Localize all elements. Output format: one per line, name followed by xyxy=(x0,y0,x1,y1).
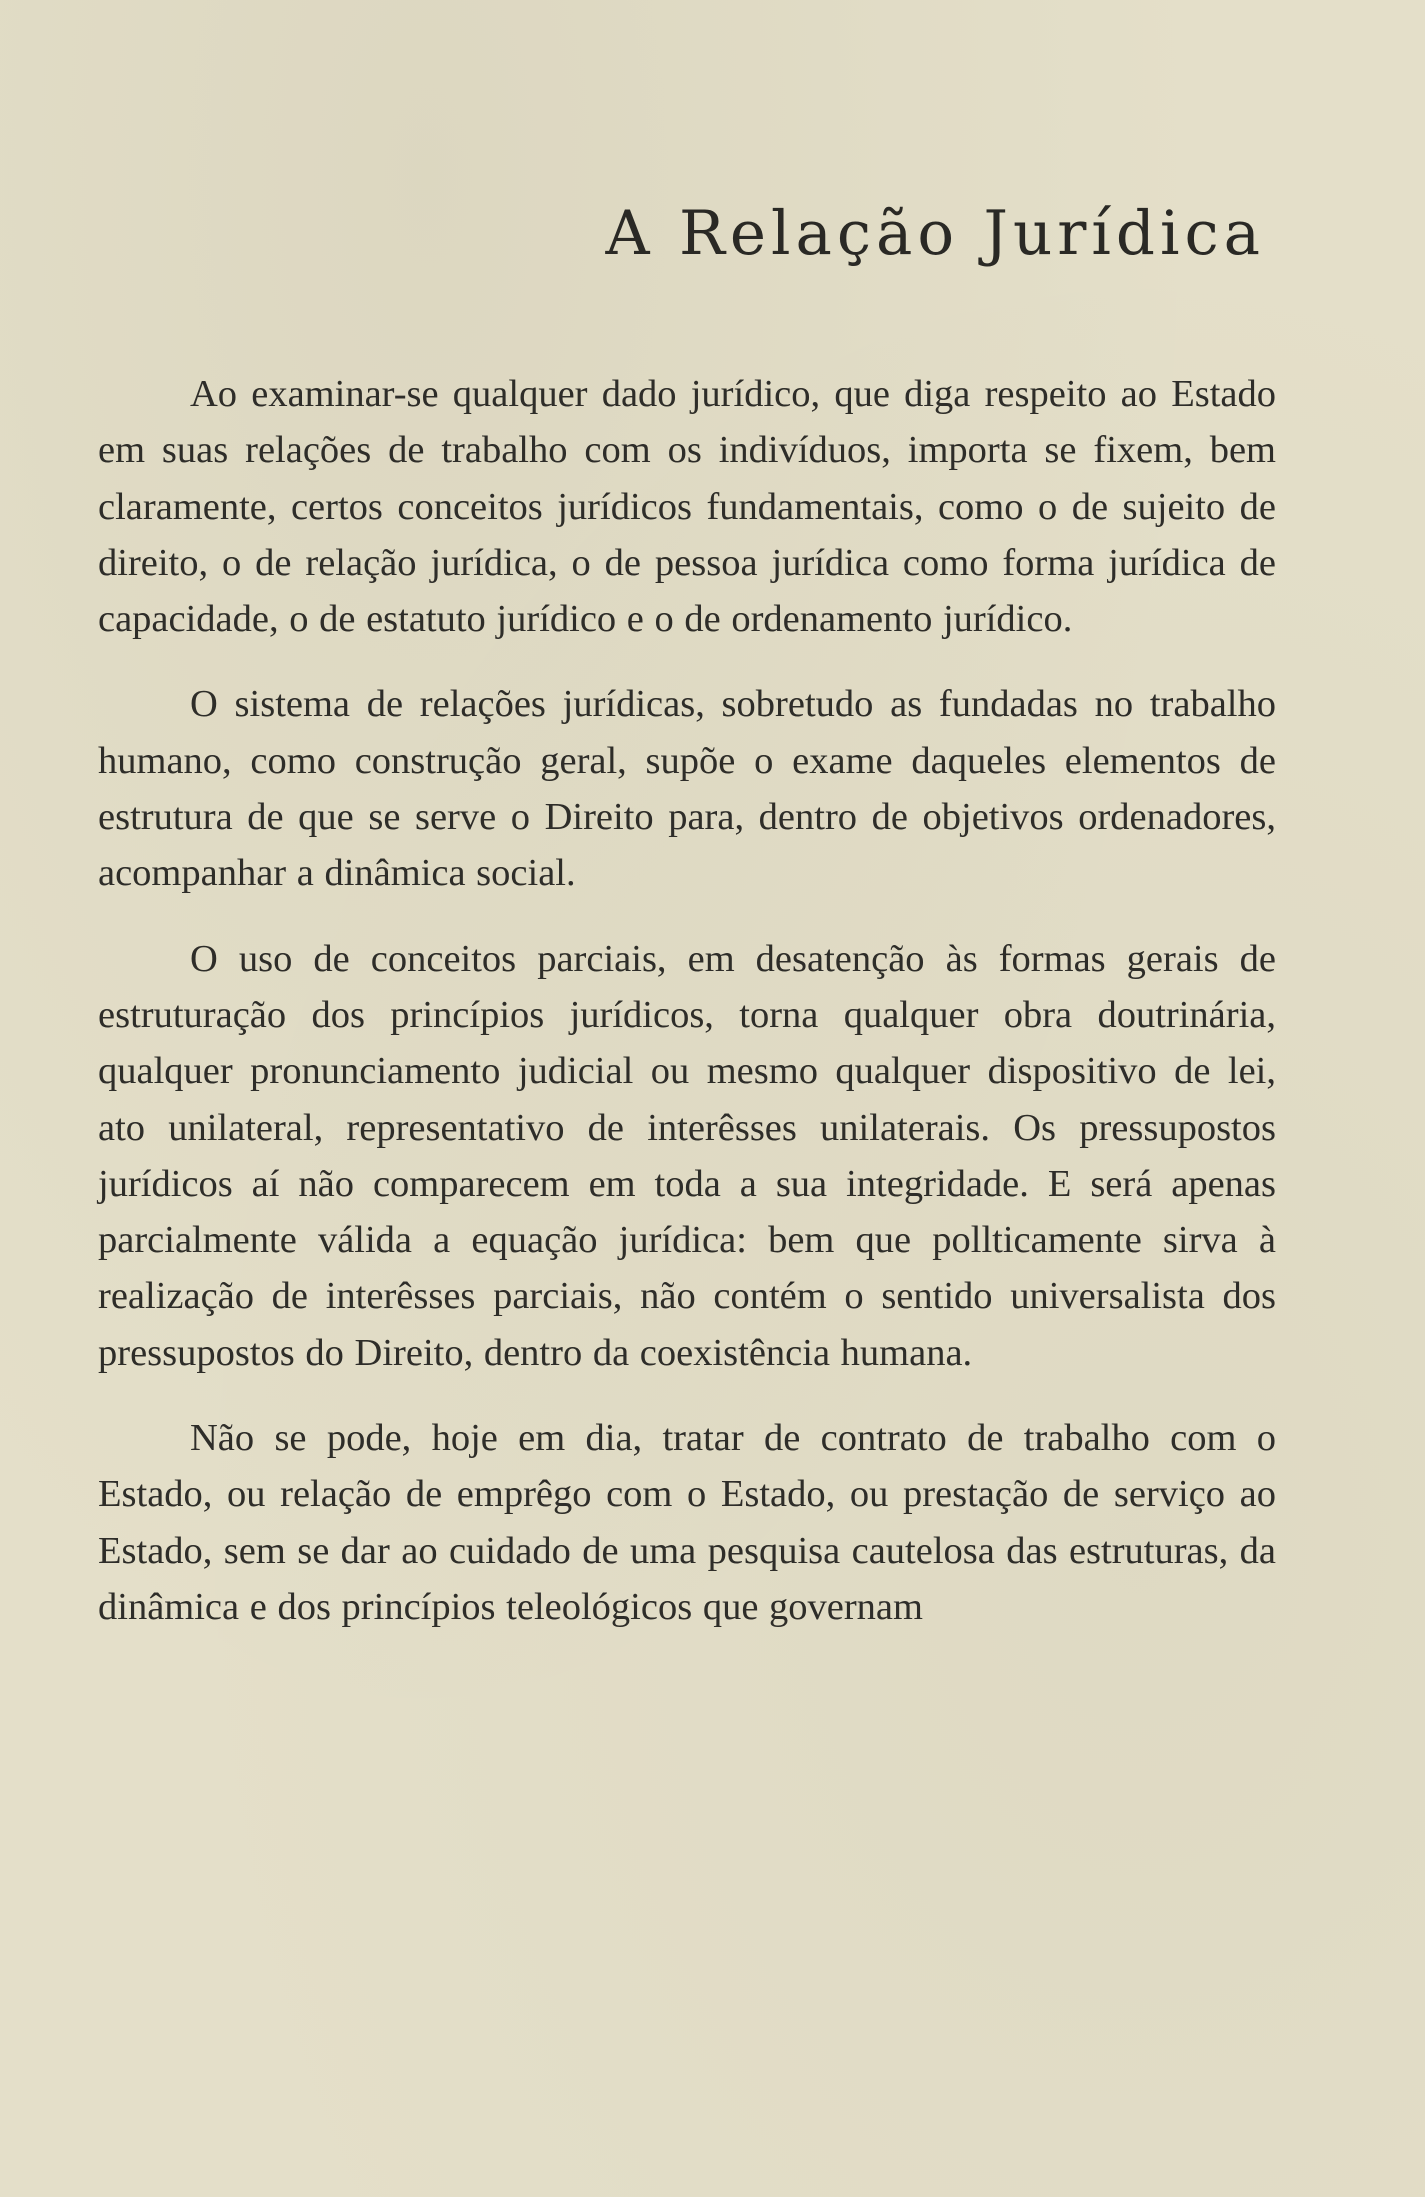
paragraph: Não se pode, hoje em dia, tratar de contrato de trabalho com o Estado, ou relação de emprêgo com o Estado, ou prestação de serviço ao Estado, sem se dar ao cuidado de uma pesquisa cautelosa das estruturas, da dinâmica e dos princípios teleológicos que governam xyxy=(98,1417,1276,1628)
paragraph: O sistema de relações jurídicas, sobretudo as fundadas no trabalho humano, como construção geral, supõe o exame daqueles elementos de estrutura de que se serve o Direito para, dentro de objetivos ordenadores, acompanhar a dinâmica social. xyxy=(98,683,1276,895)
paragraph: Ao examinar-se qualquer dado jurídico, que diga respeito ao Estado em suas relações de trabalho com os indivíduos, importa se fixem, bem claramente, certos conceitos jurídicos fundamentais, como o de sujeito de direito, o de relação jurídica, o de pessoa jurídica como forma jurídica de capacidade, o de estatuto jurídico e o de ordenamento jurídico. xyxy=(98,373,1276,641)
chapter-title: A Relação Jurídica xyxy=(605,198,1265,269)
paragraph: O uso de conceitos parciais, em desatenção às formas gerais de estruturação dos princípios jurídicos, torna qualquer obra doutrinária, qualquer pronunciamento judicial ou mesmo qualquer dispositivo de lei, ato unilateral, representativo de interêsses unilaterais. Os pressupostos jurídicos aí não comparecem em toda a sua integridade. E será apenas parcialmente válida a equação jurídica: bem que pollticamente sirva à realização de interêsses parciais, não contém o sentido universalista dos pressupostos do Direito, dentro da coexistência humana. xyxy=(98,937,1276,1374)
chapter-body xyxy=(98,366,1276,1664)
